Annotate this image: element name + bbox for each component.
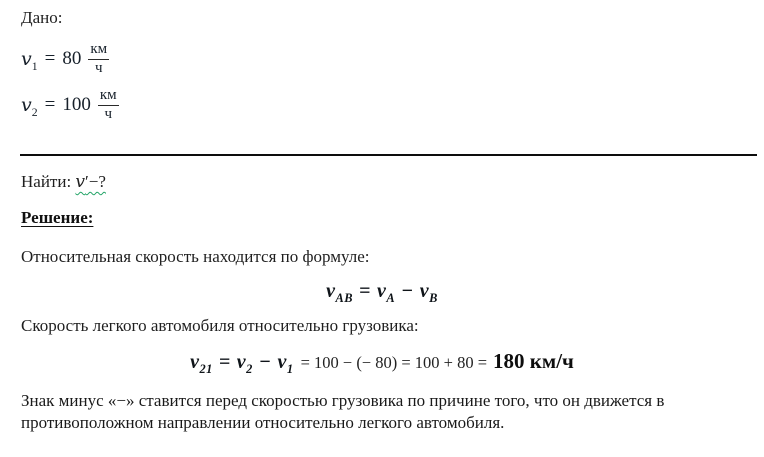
v1-symbol: $v_1$ <box>21 47 38 73</box>
unit-numerator: км <box>88 41 109 60</box>
given-value-v1 <box>21 41 109 78</box>
formula-intro-text: Относительная скорость находится по формуле: <box>21 247 370 266</box>
general-formula: $v_{AB} = v_A - v_B$ <box>326 280 438 305</box>
given-label: Дано: <box>21 8 63 27</box>
calculation-formula <box>190 349 574 376</box>
separator-line <box>20 154 757 156</box>
calculation-intro-text: Скорость легкого автомобиля относительно грузовика: <box>21 316 419 335</box>
unit-fraction-kmh <box>88 41 109 78</box>
find-label: Найти: <box>21 172 72 191</box>
explanation-note: Знак минус «−» ставится перед скоростью грузовика по причине того, что он движется в противоположном направлении относительно легкого автомобиля. <box>21 391 665 432</box>
v2-value: 100 <box>62 94 91 116</box>
given-value-v2 <box>21 87 119 124</box>
calc-middle: = 100 − (− 80) = 100 + 80 = <box>300 353 488 372</box>
calc-result: 180 км/ч <box>493 349 574 373</box>
equals-sign: = <box>44 48 56 70</box>
unit-numerator: км <box>98 87 119 106</box>
v2-symbol: $v_2$ <box>21 93 38 119</box>
general-formula-row <box>0 280 764 303</box>
unit-fraction-kmh <box>98 87 119 124</box>
unit-denominator: ч <box>104 106 112 123</box>
v1-value: 80 <box>62 48 82 70</box>
solution-label: Решение: <box>21 208 94 227</box>
unit-denominator: ч <box>94 60 103 77</box>
calc-lhs: $v_{21} = v_2 - v_1$ <box>190 351 294 376</box>
calculation-formula-row <box>0 349 764 374</box>
find-expression: v′−? <box>75 172 106 192</box>
equals-sign: = <box>44 94 56 116</box>
find-line <box>21 172 106 192</box>
